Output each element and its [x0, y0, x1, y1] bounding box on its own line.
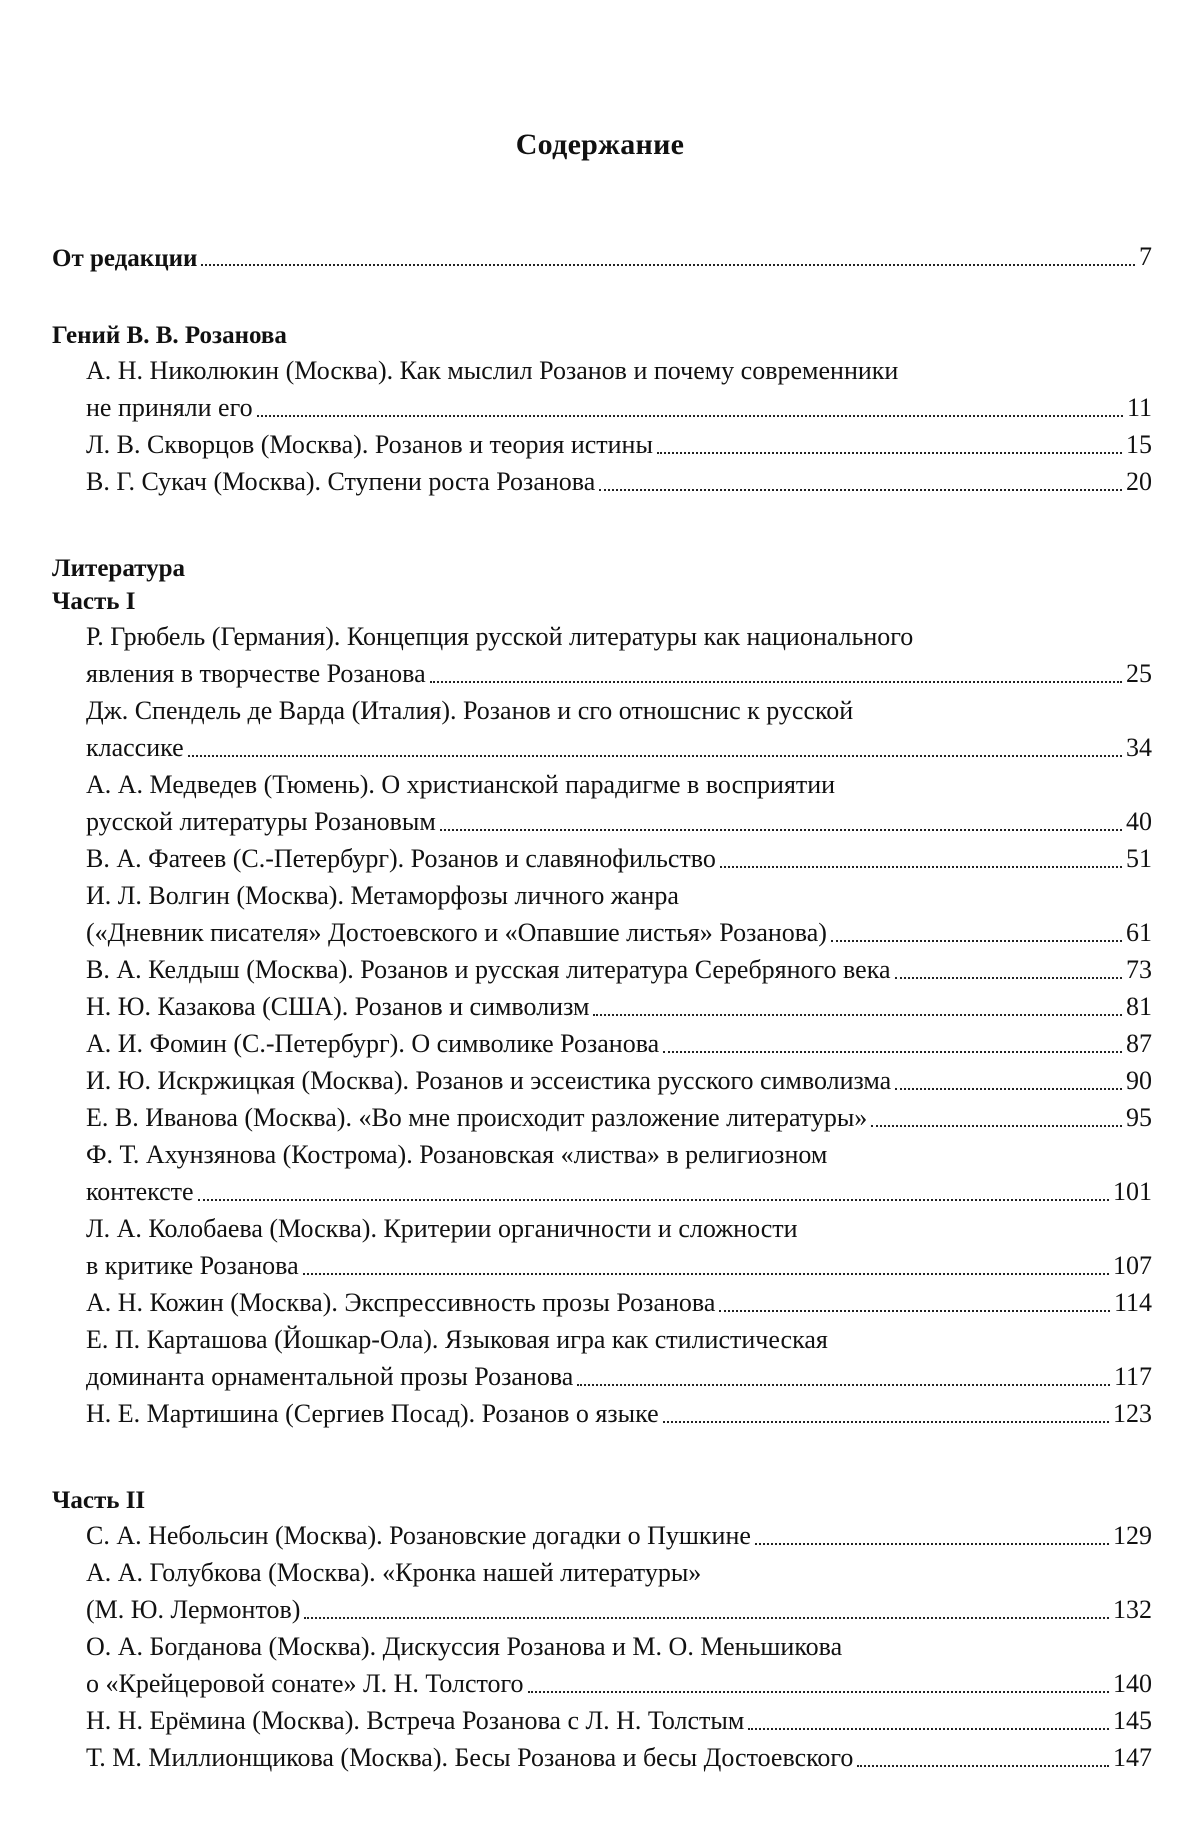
toc-entry-title: Н. Ю. Казакова (США). Розанов и символизм: [86, 992, 590, 1021]
toc-entry-row: [52, 389, 1152, 426]
dot-leader: [303, 1273, 1109, 1275]
toc-entry-row: [52, 1062, 1152, 1099]
toc-entry-title: в критике Розанова: [86, 1251, 299, 1280]
toc-entry-row: [52, 426, 1152, 463]
toc-entry-row: [52, 463, 1152, 500]
dot-leader: [871, 1125, 1122, 1127]
toc-page-number: 15: [1126, 430, 1152, 459]
toc-entry-line: Дж. Спендель де Варда (Италия). Розанов и сго отношснис к русской: [86, 696, 854, 725]
toc-entry-row: [52, 1739, 1152, 1776]
toc-entry-line: Е. П. Карташова (Йошкар-Ола). Языковая игра как стилистическая: [86, 1325, 828, 1354]
toc-entry-title: Т. М. Миллионщикова (Москва). Бесы Розанова и бесы Достоевского: [86, 1743, 854, 1772]
toc-entry-title: Л. В. Скворцов (Москва). Розанов и теория истины: [86, 430, 653, 459]
toc-entry-row: [52, 729, 1152, 766]
toc-entry-title: В. А. Келдыш (Москва). Розанов и русская литература Серебряного века: [86, 955, 891, 984]
toc-entry: [52, 1025, 1152, 1062]
toc-page-number: 140: [1113, 1669, 1152, 1698]
section-heading: Часть II: [52, 1487, 146, 1514]
toc-entry-row: [52, 951, 1152, 988]
toc-entry: [52, 618, 1152, 692]
dot-leader: [201, 264, 1135, 266]
toc-page-number: 20: [1126, 467, 1152, 496]
dot-leader: [440, 829, 1122, 831]
toc-page-number: 81: [1126, 992, 1152, 1021]
section-heading: Часть I: [52, 588, 136, 615]
toc-sections: [52, 275, 1152, 1776]
toc-entry: [52, 692, 1152, 766]
toc-entry-row: [52, 1591, 1152, 1628]
toc-entry-title: В. Г. Сукач (Москва). Ступени роста Розанова: [86, 467, 596, 496]
toc-entry: [52, 1554, 1152, 1628]
toc-page-number: 129: [1113, 1521, 1152, 1550]
toc-page-number: 61: [1126, 918, 1152, 947]
dot-leader: [755, 1543, 1109, 1545]
toc-section: [52, 552, 1152, 1432]
toc-entry-line: А. А. Медведев (Тюмень). О христианской парадигме в восприятии: [86, 770, 836, 799]
toc-entry-row: [52, 1358, 1152, 1395]
toc-entry-row: [52, 1173, 1152, 1210]
toc-entry: [52, 766, 1152, 840]
dot-leader: [663, 1051, 1122, 1053]
toc-entry-line: Л. А. Колобаева (Москва). Критерии органичности и сложности: [86, 1214, 798, 1243]
toc-entry: [52, 1739, 1152, 1776]
toc-entry: [52, 877, 1152, 951]
toc-entry: [52, 463, 1152, 500]
toc-entry: [52, 1210, 1152, 1284]
toc-entry-row: [52, 1665, 1152, 1702]
toc-entry-title: От редакции: [52, 245, 198, 272]
toc-entry-row: [52, 1284, 1152, 1321]
toc-page-number: 145: [1113, 1706, 1152, 1735]
dot-leader: [430, 681, 1122, 683]
toc-section: [52, 319, 1152, 500]
toc-entry-row: [52, 1517, 1152, 1554]
toc-entry: [52, 840, 1152, 877]
toc-entry-line: А. А. Голубкова (Москва). «Кронка нашей литературы»: [86, 1558, 702, 1587]
toc-page-number: 147: [1113, 1743, 1152, 1772]
toc-entry-line: И. Л. Волгин (Москва). Метаморфозы личного жанра: [86, 881, 679, 910]
toc-page-number: 73: [1126, 955, 1152, 984]
dot-leader: [577, 1384, 1110, 1386]
toc-entry-line: О. А. Богданова (Москва). Дискуссия Розанова и М. О. Меньшикова: [86, 1632, 843, 1661]
toc-entry-title: явления в творчестве Розанова: [86, 659, 426, 688]
toc-page-number: 123: [1113, 1399, 1152, 1428]
toc-page-number: 90: [1126, 1066, 1152, 1095]
toc-entry-row: [52, 1025, 1152, 1062]
toc-entry-title: классике: [86, 733, 184, 762]
toc-entry: [52, 1321, 1152, 1395]
toc-section: [52, 1484, 1152, 1776]
toc-page-number: 25: [1126, 659, 1152, 688]
toc-page-number: 117: [1113, 1362, 1152, 1391]
toc-entry: [52, 1628, 1152, 1702]
dot-leader: [895, 1088, 1122, 1090]
toc-entry-title: Н. Е. Мартишина (Сергиев Посад). Розанов о языке: [86, 1399, 659, 1428]
toc-entry-title: И. Ю. Искржицкая (Москва). Розанов и эссеистика русского символизма: [86, 1066, 892, 1095]
table-of-contents: [52, 238, 1152, 1776]
toc-entry: [52, 1517, 1152, 1554]
page-title: Содержание: [515, 128, 685, 161]
toc-page-number: 51: [1126, 844, 1152, 873]
dot-leader: [528, 1691, 1109, 1693]
section-heading: Литература: [52, 555, 186, 582]
dot-leader: [593, 1014, 1122, 1016]
toc-entry-title: («Дневник писателя» Достоевского и «Опавшие листья» Розанова): [86, 918, 827, 947]
toc-page-number: 11: [1126, 393, 1152, 422]
dot-leader: [599, 489, 1122, 491]
toc-page-number: 114: [1113, 1288, 1152, 1317]
toc-entry-title: Е. В. Иванова (Москва). «Во мне происходит разложение литературы»: [86, 1103, 868, 1132]
toc-entry-row: [52, 655, 1152, 692]
toc-page-number: 95: [1126, 1103, 1152, 1132]
section-spacer: [52, 1432, 1152, 1484]
toc-entry: [52, 988, 1152, 1025]
toc-entry-title: А. Н. Кожин (Москва). Экспрессивность прозы Розанова: [86, 1288, 716, 1317]
dot-leader: [663, 1421, 1109, 1423]
toc-entry: [52, 1136, 1152, 1210]
dot-leader: [257, 415, 1123, 417]
toc-entry-title: А. И. Фомин (С.-Петербург). О символике Розанова: [86, 1029, 660, 1058]
toc-entry-title: не приняли его: [86, 393, 253, 422]
toc-entry-title: (М. Ю. Лермонтов): [86, 1595, 301, 1624]
toc-entry-title: русской литературы Розановым: [86, 807, 436, 836]
section-spacer: [52, 275, 1152, 319]
toc-page-number: 34: [1126, 733, 1152, 762]
toc-entry: [52, 352, 1152, 426]
toc-entry: [52, 1395, 1152, 1432]
toc-entry: [52, 951, 1152, 988]
dot-leader: [188, 755, 1122, 757]
toc-entry-title: контексте: [86, 1177, 194, 1206]
toc-page-number: 132: [1113, 1595, 1152, 1624]
toc-entry-title: доминанта орнаментальной прозы Розанова: [86, 1362, 574, 1391]
toc-entry-title: Н. Н. Ерёмина (Москва). Встреча Розанова с Л. Н. Толстым: [86, 1706, 745, 1735]
toc-page-number: 107: [1113, 1251, 1152, 1280]
toc-entry: [52, 1099, 1152, 1136]
toc-page-number: 7: [1139, 242, 1152, 271]
toc-entry-title: С. А. Небольсин (Москва). Розановские догадки о Пушкине: [86, 1521, 751, 1550]
toc-entry: [52, 426, 1152, 463]
dot-leader: [895, 977, 1122, 979]
toc-entry-row: [52, 1395, 1152, 1432]
toc-entry: [52, 1284, 1152, 1321]
toc-entry-row: [52, 914, 1152, 951]
toc-entry-line: А. Н. Николюкин (Москва). Как мыслил Розанов и почему современники: [86, 356, 899, 385]
toc-entry-title: В. А. Фатеев (С.-Петербург). Розанов и славянофильство: [86, 844, 716, 873]
toc-page-number: 101: [1113, 1177, 1152, 1206]
toc-entry-row: [52, 803, 1152, 840]
toc-entry-row: [52, 988, 1152, 1025]
dot-leader: [657, 452, 1122, 454]
toc-page-number: 87: [1126, 1029, 1152, 1058]
section-heading: Гений В. В. Розанова: [52, 322, 287, 349]
toc-page-number: 40: [1126, 807, 1152, 836]
dot-leader: [831, 940, 1122, 942]
dot-leader: [720, 866, 1122, 868]
dot-leader: [198, 1199, 1109, 1201]
toc-entry-line: Р. Грюбель (Германия). Концепция русской литературы как национального: [86, 622, 914, 651]
toc-entry: [52, 1062, 1152, 1099]
toc-entry-row: [52, 1099, 1152, 1136]
dot-leader: [304, 1617, 1109, 1619]
toc-entry-row: [52, 1702, 1152, 1739]
toc-entry-line: Ф. Т. Ахунзянова (Кострома). Розановская «листва» в религиозном: [86, 1140, 828, 1169]
dot-leader: [719, 1310, 1110, 1312]
dot-leader: [857, 1765, 1109, 1767]
toc-entry-row: [52, 1247, 1152, 1284]
toc-entry-row: [52, 840, 1152, 877]
section-spacer: [52, 500, 1152, 552]
toc-entry: [52, 1702, 1152, 1739]
toc-entry-title: о «Крейцеровой сонате» Л. Н. Толстого: [86, 1669, 524, 1698]
dot-leader: [748, 1728, 1109, 1730]
toc-entry-front: [52, 238, 1152, 275]
